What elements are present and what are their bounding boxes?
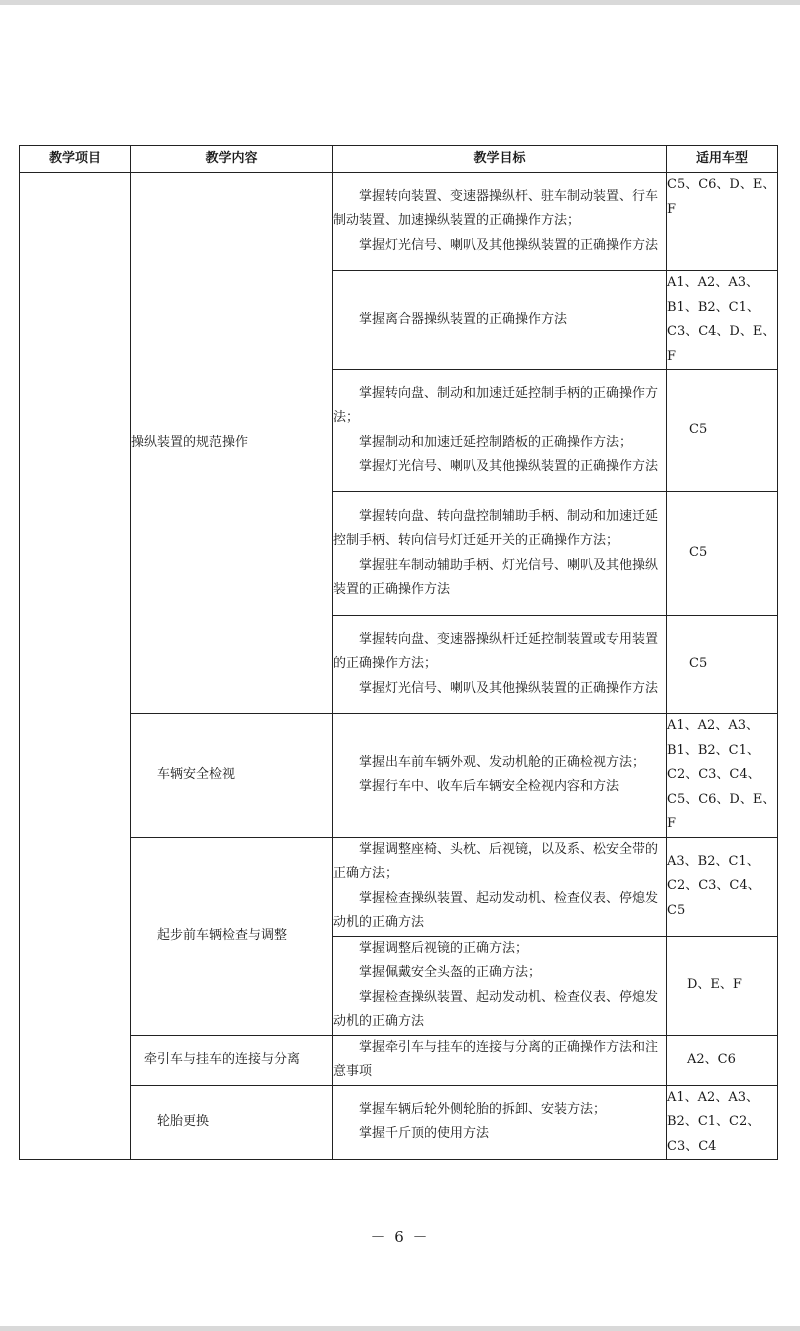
table-row: [20, 1085, 778, 1160]
vehicle-types-cell: C5: [667, 616, 778, 714]
goal-line: 掌握牵引车与挂车的连接与分离的正确操作方法和注意事项: [333, 1039, 659, 1079]
content-cell: 轮胎更换: [131, 1085, 333, 1160]
vehicle-types-cell: A2、C6: [667, 1035, 778, 1085]
header-row: [20, 146, 778, 173]
goal-cell: [333, 173, 667, 271]
page-number: － 6 －: [370, 1228, 430, 1246]
header-project: 教学项目: [20, 146, 131, 173]
top-edge: [0, 0, 800, 5]
goal-line: 掌握调整后视镜的正确方法；: [359, 940, 529, 956]
goal-cell: [333, 271, 667, 370]
goal-line: 掌握灯光信号、喇叭及其他操纵装置的正确操作方法: [359, 459, 659, 474]
goal-line: 掌握出车前车辆外观、发动机舱的正确检视方法；: [359, 754, 646, 770]
content-cell: 操纵装置的规范操作: [131, 173, 333, 714]
goal-line: 掌握佩戴安全头盔的正确方法；: [359, 965, 542, 980]
goal-line: 掌握转向盘、转向盘控制辅助手柄、制动和加速迁延控制手柄、转向信号灯迁延开关的正确操作方法；: [333, 508, 659, 548]
goal-line: 掌握转向盘、制动和加速迁延控制手柄的正确操作方法；: [333, 385, 659, 425]
header-goal: 教学目标: [333, 146, 667, 173]
goal-line: 掌握千斤顶的使用方法: [359, 1126, 490, 1142]
goal-line: 掌握灯光信号、喇叭及其他操纵装置的正确操作方法: [359, 680, 659, 696]
vehicle-types-cell: A3、B2、C1、C2、C3、C4、C5: [667, 837, 778, 936]
goal-cell: [333, 492, 667, 616]
content-cell: 车辆安全检视: [131, 714, 333, 838]
header-content: 教学内容: [131, 146, 333, 173]
goal-cell: [333, 837, 667, 936]
content-cell: 起步前车辆检查与调整: [131, 837, 333, 1035]
goal-line: 掌握转向装置、变速器操纵杆、驻车制动装置、行车制动装置、加速操纵装置的正确操作方法；: [333, 188, 659, 229]
goal-cell: [333, 714, 667, 838]
header-vehicle-types: 适用车型: [667, 146, 778, 173]
table-row: [20, 714, 778, 838]
goal-line: 掌握调整座椅、头枕、后视镜，以及系、松安全带的正确方法；: [333, 841, 659, 881]
goal-line: 掌握驻车制动辅助手柄、灯光信号、喇叭及其他操纵装置的正确操作方法: [333, 557, 659, 597]
vehicle-types-cell: C5: [667, 370, 778, 492]
goal-line: 掌握离合器操纵装置的正确操作方法: [359, 311, 568, 327]
table-row: [20, 837, 778, 936]
goal-line: 掌握车辆后轮外侧轮胎的拆卸、安装方法；: [359, 1101, 607, 1117]
teaching-table: [19, 145, 778, 1160]
goal-cell: [333, 1035, 667, 1085]
goal-line: 掌握行车中、收车后车辆安全检视内容和方法: [359, 779, 620, 795]
table-row: [20, 1035, 778, 1085]
goal-line: 掌握灯光信号、喇叭及其他操纵装置的正确操作方法: [359, 237, 659, 253]
project-cell: [20, 173, 131, 1160]
content-cell: 牵引车与挂车的连接与分离: [131, 1035, 333, 1085]
vehicle-types-cell: A1、A2、A3、B1、B2、C1、C3、C4、D、E、F: [667, 271, 778, 370]
goal-cell: [333, 1085, 667, 1160]
vehicle-types-cell: D、E、F: [667, 936, 778, 1035]
vehicle-types-cell: C5、C6、D、E、F: [667, 173, 778, 271]
vehicle-types-cell: A1、A2、A3、B1、B2、C1、C2、C3、C4、C5、C6、D、E、F: [667, 714, 778, 838]
vehicle-types-cell: C5: [667, 492, 778, 616]
goal-line: 掌握转向盘、变速器操纵杆迁延控制装置或专用装置的正确操作方法；: [333, 631, 659, 672]
vehicle-types-cell: A1、A2、A3、B2、C1、C2、C3、C4: [667, 1085, 778, 1160]
goal-cell: [333, 616, 667, 714]
table-row: [20, 173, 778, 271]
goal-line: 掌握检查操纵装置、起动发动机、检查仪表、停熄发动机的正确方法: [333, 890, 659, 930]
goal-cell: [333, 936, 667, 1035]
goal-line: 掌握制动和加速迁延控制踏板的正确操作方法；: [359, 434, 633, 450]
goal-line: 掌握检查操纵装置、起动发动机、检查仪表、停熄发动机的正确方法: [333, 989, 659, 1029]
bottom-edge: [0, 1326, 800, 1331]
goal-cell: [333, 370, 667, 492]
